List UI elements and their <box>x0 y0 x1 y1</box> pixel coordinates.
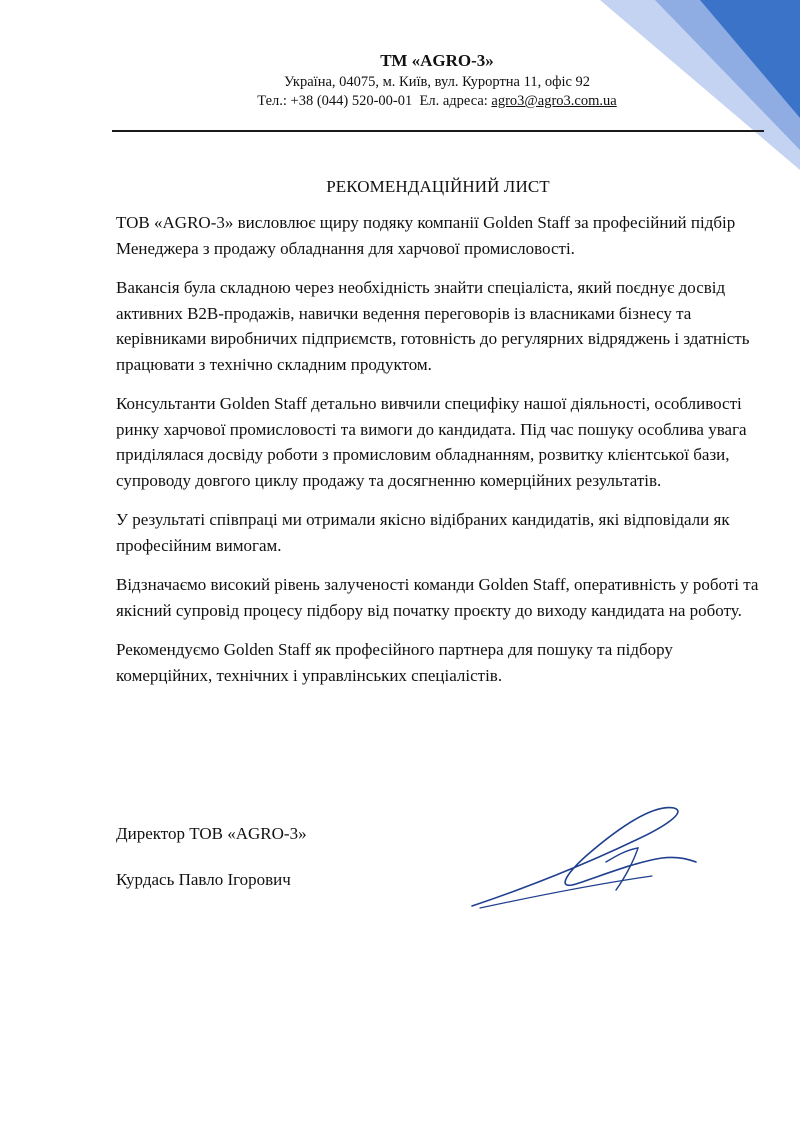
letter-body <box>116 210 766 702</box>
paragraph: Відзначаємо високий рівень залученості команди Golden Staff, оперативність у роботі та якісний супровід процесу підбору від початку проєкту до виходу кандидата на роботу. <box>116 575 759 620</box>
paragraph: У результаті співпраці ми отримали якісно відібраних кандидатів, які відповідали як професійним вимогам. <box>116 510 730 555</box>
signature-block <box>116 822 307 892</box>
company-contacts <box>112 92 762 111</box>
letterhead <box>112 50 762 111</box>
signatory-role: Директор ТОВ «AGRO-3» <box>116 824 307 843</box>
company-address: Україна, 04075, м. Київ, вул. Курортна 11, офіс 92 <box>283 74 591 90</box>
company-phone: Тел.: +38 (044) 520-00-01 <box>257 93 413 109</box>
header-divider <box>112 130 764 132</box>
signatory-name: Курдась Павло Ігорович <box>116 870 291 889</box>
company-name: ТМ «AGRO-3» <box>380 51 494 70</box>
handwritten-signature <box>466 800 706 915</box>
letter-title: РЕКОМЕНДАЦІЙНИЙ ЛИСТ <box>326 177 550 196</box>
paragraph: Рекомендуємо Golden Staff як професійного партнера для пошуку та підбору комерційних, технічних і управлінських спеціалістів. <box>116 640 673 685</box>
company-email-link[interactable]: agro3@agro3.com.ua <box>491 93 617 109</box>
paragraph: Вакансія була складною через необхідність знайти спеціаліста, який поєднує досвід активних B2B-продажів, навички ведення переговорів із власниками бізнесу та керівниками виробничих підприємств, готовність до регулярних відряджень і здатність працювати з технічно складним продуктом. <box>116 278 750 374</box>
paragraph: ТОВ «AGRO-3» висловлює щиру подяку компанії Golden Staff за професійний підбір Менеджера з продажу обладнання для харчової промисловості. <box>116 213 736 258</box>
email-label: Ел. адреса: <box>419 93 488 109</box>
paragraph: Консультанти Golden Staff детально вивчили специфіку нашої діяльності, особливості ринку харчової промисловості та вимоги до кандидата. Під час пошуку особлива увага приділялася досвіду роботи з промисловим обладнанням, розвитку клієнтської бази, супроводу довгого циклу продажу та досягненню комерційних результатів. <box>116 394 747 490</box>
